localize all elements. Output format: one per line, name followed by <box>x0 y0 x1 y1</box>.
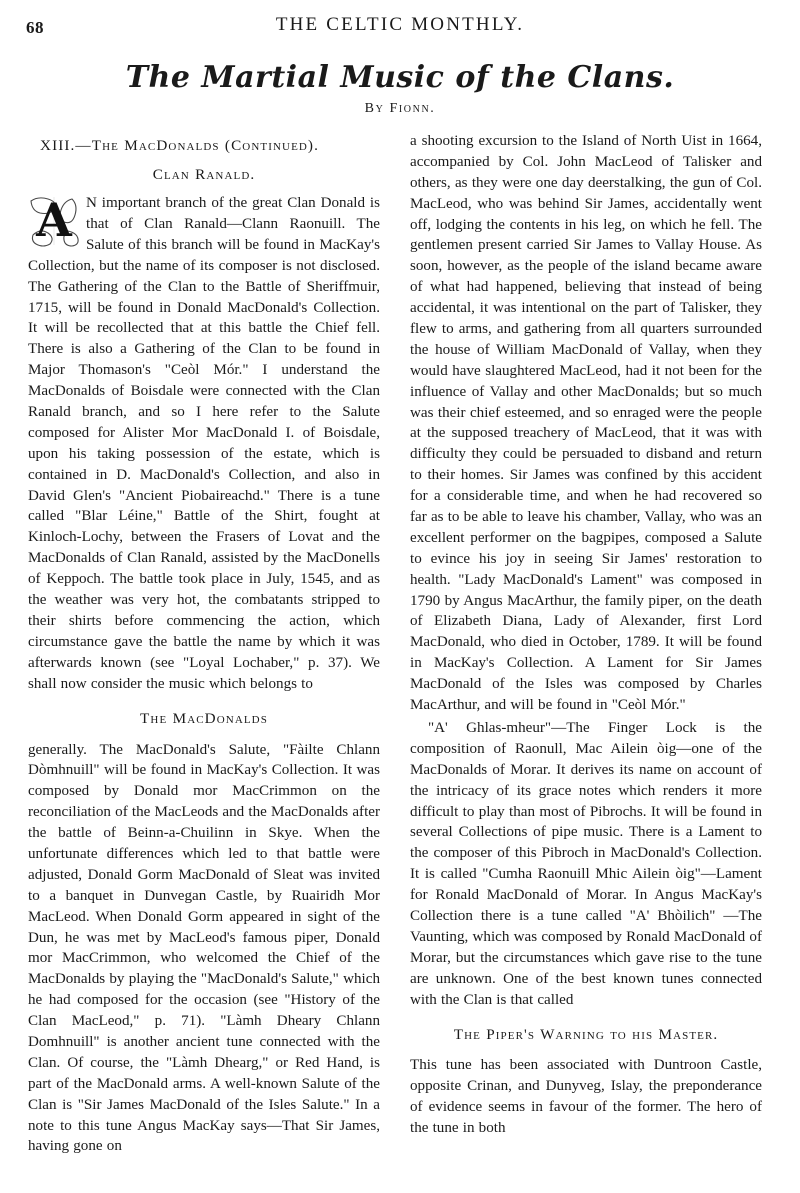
body-columns <box>0 131 800 1159</box>
running-head <box>0 14 800 48</box>
page <box>0 14 800 1193</box>
subheading-clan-ranald: Clan Ranald. <box>152 166 256 184</box>
article-title: The Martial Music of the Clans. <box>125 60 675 95</box>
column-left <box>28 131 380 1159</box>
paragraph-left-1: N important branch of the great Clan Donald is that of Clan Ranald—Clann Raonuill. The Salute of this branch will be found in MacKay's Collection, but the name of its composer is not disclosed. The Gathering of the Clan to the Battle of Sheriffmuir, 1715, will be found in Donald MacDonald's Collection. It will be recollected that at this battle the Chief fell. There is also a Gathering of the Clan to be found in Major Thomason's "Ceòl Mór." I understand the MacDonalds of Boisdale were connected with the Clan Ranald branch, and so I here refer to the Salute composed for Alister Mor MacDonald I. of Boisdale, upon his taking possession of the estate, which is contained in D. MacDonald's Collection, and also in David Glen's "Ancient Piobaireachd." There is a tune called "Blar Léine," Battle of the Shirt, fought at Kinloch-Lochy, between the Frasers of Lovat and the MacDonalds of Clan Ranald, assisted by the MacDonells of Keppoch. The battle took place in July, 1545, and as the weather was very hot, the combatants stripped to their shirts before commencing the action, which circumstance gave the battle the name by which it was afterwards known (see "Loyal Lochaber," p. 37). We shall now consider the music which belongs to <box>28 195 380 692</box>
paragraph-left-2: generally. The MacDonald's Salute, "Fàilte Chlann Dòmhnuill" will be found in MacKay's Collection. It was composed by Donald mor MacCrimmon on the reconciliation of the MacLeods and the MacDonalds after the battle of Beinn-a-Chuilinn in Skye. When the unfortunate differences which led to that battle were adjusted, Donald Gorm MacDonald of Sleat was invited to a banquet in Dunvegan Castle, by Ruairidh Mor MacLeod. When Donald Gorm appeared in sight of the Dun, he was met by MacLeod's famous piper, Donald mor MacCrimmon, who welcomed the Chief of the MacDonalds by playing the "MacDonald's Salute," which he had composed for the occasion (see "History of the Clan MacLeod," p. 71). "Làmh Dheary Chlann Domhnuill" is another ancient tune connected with the Clan. Of course, the "Làmh Dhearg," or Red Hand, is part of the MacDonald arms. A well-known Salute of the Clan is "Sir James MacDonald of the Isles Salute." In a note to this tune Angus MacKay says—That Sir James, having gone on <box>28 741 380 1155</box>
column-right <box>410 131 762 1159</box>
drop-cap-ornament <box>28 195 80 247</box>
page-number: 68 <box>26 18 44 37</box>
drop-cap-letter: A <box>36 193 72 248</box>
running-head-title: THE CELTIC MONTHLY. <box>275 14 525 35</box>
paragraph-right-3: This tune has been associated with Duntroon Castle, opposite Crinan, and Dunyveg, Islay, the preponderance of evidence seems in favour of the former. The hero of the tune in both <box>410 1057 762 1137</box>
section-number-heading: XIII.—The MacDonalds (Continued). <box>40 137 319 154</box>
subheading-the-macdonalds: The MacDonalds <box>140 710 268 728</box>
paragraph-right-1: a shooting excursion to the Island of North Uist in 1664, accompanied by Col. John MacLeod of Talisker and others, as they were one day deerstalking, the gun of Col. MacLeod, who was behind Sir James, accidentally went off, lodging the contents in his leg, on which he fell. The gentlemen present carried Sir James to Vallay House. As soon, however, as the people of the island became aware of what had happened, believing that instead of being accidental, it was intentional on the part of Talisker, they flew to arms, and gathering from all quarters surrounded the house of William MacDonald of Vallay, when they would have slaughtered MacLeod, had it not been for the influence of Vallay and other MacDonalds; but so much was their chief esteemed, and so enraged were the people at the supposed treachery of MacLeod, that it was with difficulty they could be persuaded to disband and return to their homes. Sir James was confined by this accident for a considerable time, and when he had recovered so far as to be able to leave his chamber, Vallay, who was an excellent performer on the bagpipes, composed a Salute to evince his joy in seeing Sir James' restoration to health. "Lady MacDonald's Lament" was composed in 1790 by Angus MacArthur, the family piper, on the death of Elizabeth Diana, Lady of Alexander, first Lord MacDonald, who died in October, 1789. It will be found in MacKay's Collection. A Lament for Sir James MacDonald of the Isles was composed by Charles MacArthur, and will be found in "Ceòl Mór." <box>410 133 762 714</box>
byline: By Fionn. <box>364 101 436 116</box>
subheading-pipers-warning: The Piper's Warning to his Master. <box>453 1026 719 1044</box>
paragraph-block-1 <box>28 193 380 694</box>
paragraph-right-2: "A' Ghlas-mheur"—The Finger Lock is the composition of Raonull, Mac Ailein òig—one of the MacDonalds of Morar. It derives its name on account of the intricacy of its grace notes which renders it more difficult to play than most of Pibrochs. It will be found in several Collections of pipe music. There is a Lament to the composer of this Pibroch in MacDonald's Collection. It is called "Cumha Raonuill Mhic Ailein òig"—Lament for Ronald MacDonald of Morar. In Angus MacKay's Collection there is a tune called "A' Bhòilich" —The Vaunting, which was composed by Ronald MacDonald of Morar, but the circumstances which gave rise to the tune are unknown. One of the best known tunes connected with the Clan is that called <box>410 719 762 1008</box>
